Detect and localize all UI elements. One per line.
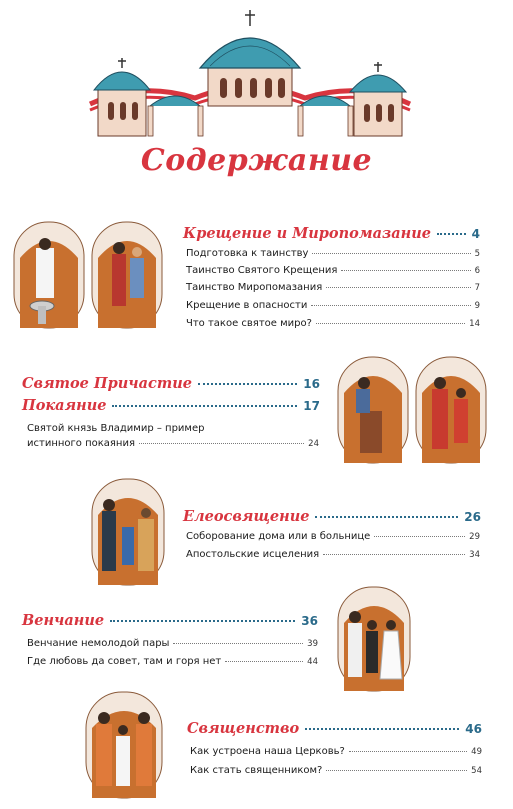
section-title[interactable]: Священство 46 xyxy=(187,720,482,737)
toc-entry[interactable]: Как устроена наша Церковь? 49 xyxy=(190,746,482,757)
section-title[interactable]: Крещение и Миропомазание 4 xyxy=(183,225,480,242)
toc-entry[interactable]: Соборование дома или в больнице 29 xyxy=(186,531,480,542)
communion-illustration xyxy=(336,353,488,465)
toc-entry[interactable]: Таинство Святого Крещения 6 xyxy=(186,265,480,276)
toc-entry[interactable]: Что такое святое миро? 14 xyxy=(186,318,480,329)
toc-entry[interactable]: Крещение в опасности 9 xyxy=(186,300,480,311)
toc-entry[interactable]: Подготовка к таинству 5 xyxy=(186,248,480,259)
toc-entry[interactable]: Апостольские исцеления 34 xyxy=(186,549,480,560)
priesthood-illustration xyxy=(84,688,164,800)
toc-entry[interactable]: Таинство Миропомазания 7 xyxy=(186,282,480,293)
toc-entry[interactable]: Как стать священником? 54 xyxy=(190,765,482,776)
section-title[interactable]: Венчание 36 xyxy=(22,612,318,629)
unction-illustration xyxy=(90,475,166,587)
baptism-illustration xyxy=(12,218,164,330)
toc-entry[interactable]: Святой князь Владимир – пример истинного покаяния 24 xyxy=(27,423,319,449)
toc-entry[interactable]: Где любовь да совет, там и горя нет 44 xyxy=(27,656,318,667)
section-title[interactable]: Елеосвящение 26 xyxy=(183,508,481,525)
section-title[interactable]: Святое Причастие 16 xyxy=(22,375,320,392)
page-title: Содержание xyxy=(140,143,373,178)
toc-entry[interactable]: Венчание немолодой пары 39 xyxy=(27,638,318,649)
section-title[interactable]: Покаяние 17 xyxy=(22,397,320,414)
wedding-illustration xyxy=(336,583,412,693)
church-illustration xyxy=(80,6,420,146)
